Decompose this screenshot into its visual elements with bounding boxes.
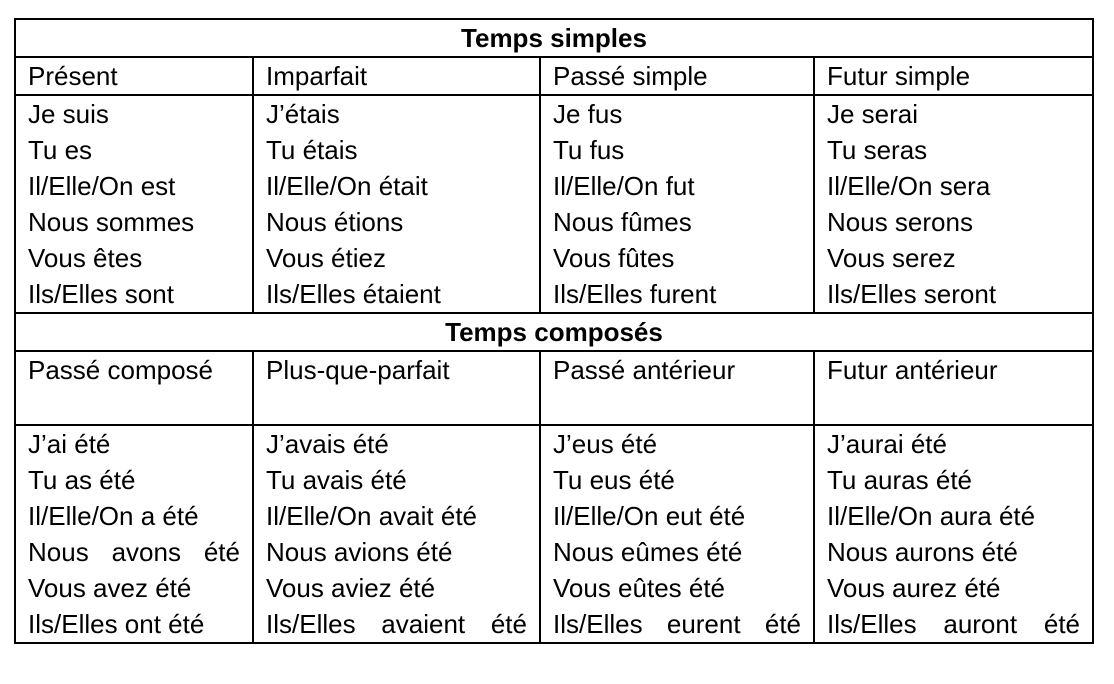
conjugated-form: Tu seras xyxy=(827,135,928,165)
conjugated-form: Tu auras été xyxy=(827,465,973,495)
conjugated-form: Il/Elle/On sera xyxy=(827,171,991,201)
conjugated-form: Ils/Elles avaient été xyxy=(266,609,527,639)
conjugated-form: Nous serons xyxy=(827,207,973,237)
section-row-simple xyxy=(15,19,1093,57)
tense-header: Imparfait xyxy=(253,57,540,95)
conjugated-form: Vous fûtes xyxy=(553,243,675,273)
forms-cell xyxy=(15,95,253,313)
conjugated-form: Nous aurons été xyxy=(827,537,1018,567)
forms-cell xyxy=(540,95,814,313)
conjugated-form: Je suis xyxy=(28,99,109,129)
conjugated-form: Vous êtes xyxy=(28,243,143,273)
conjugated-form: Ils/Elles furent xyxy=(553,279,717,309)
forms-cell xyxy=(814,425,1093,643)
section-title-compound: Temps composés xyxy=(15,313,1093,351)
section-title-simple: Temps simples xyxy=(15,19,1093,57)
forms-row-compound xyxy=(15,425,1093,643)
conjugated-form: Vous serez xyxy=(827,243,956,273)
conjugated-form: Tu fus xyxy=(553,135,625,165)
conjugated-form: Ils/Elles seront xyxy=(827,279,997,309)
conjugation-table xyxy=(14,18,1094,644)
conjugated-form: J’étais xyxy=(266,99,340,129)
tense-header: Plus-que-parfait xyxy=(253,351,540,425)
tense-header: Futur antérieur xyxy=(814,351,1093,425)
tense-header: Futur simple xyxy=(814,57,1093,95)
section-row-compound xyxy=(15,313,1093,351)
conjugated-form: Il/Elle/On a été xyxy=(28,501,199,531)
forms-cell xyxy=(253,425,540,643)
conjugated-form: Ils/Elles sont xyxy=(28,279,174,309)
conjugated-form: Nous avions été xyxy=(266,537,453,567)
forms-cell xyxy=(540,425,814,643)
conjugated-form: Ils/Elles ont été xyxy=(28,609,205,639)
conjugated-form: Nous étions xyxy=(266,207,404,237)
conjugated-form: Il/Elle/On avait été xyxy=(266,501,477,531)
conjugated-form: Il/Elle/On eut été xyxy=(553,501,746,531)
conjugated-form: Tu as été xyxy=(28,465,136,495)
conjugated-form: Nous eûmes été xyxy=(553,537,743,567)
conjugated-form: Je serai xyxy=(827,99,919,129)
conjugated-form: Vous eûtes été xyxy=(553,573,726,603)
conjugated-form: J’aurai été xyxy=(827,429,947,459)
conjugated-form: Vous aurez été xyxy=(827,573,1001,603)
conjugated-form: Tu es xyxy=(28,135,93,165)
conjugated-form: Vous aviez été xyxy=(266,573,436,603)
conjugated-form: Il/Elle/On aura été xyxy=(827,501,1036,531)
conjugated-form: Il/Elle/On était xyxy=(266,171,428,201)
conjugated-form: Tu avais été xyxy=(266,465,407,495)
conjugated-form: Il/Elle/On est xyxy=(28,171,176,201)
conjugated-form: Nous fûmes xyxy=(553,207,692,237)
forms-cell xyxy=(253,95,540,313)
forms-row-simple xyxy=(15,95,1093,313)
conjugated-form: Tu eus été xyxy=(553,465,675,495)
conjugated-form: Ils/Elles eurent été xyxy=(553,609,801,639)
conjugated-form: Vous étiez xyxy=(266,243,386,273)
forms-cell xyxy=(814,95,1093,313)
header-row-compound xyxy=(15,351,1093,425)
tense-header: Présent xyxy=(15,57,253,95)
conjugated-form: J’avais été xyxy=(266,429,389,459)
tense-header: Passé antérieur xyxy=(540,351,814,425)
conjugated-form: J’ai été xyxy=(28,429,111,459)
conjugated-form: Ils/Elles étaient xyxy=(266,279,441,309)
conjugated-form: Nous sommes xyxy=(28,207,195,237)
conjugated-form: Ils/Elles auront été xyxy=(827,609,1080,639)
conjugated-form: Je fus xyxy=(553,99,623,129)
tense-header: Passé simple xyxy=(540,57,814,95)
header-row-simple xyxy=(15,57,1093,95)
conjugated-form: J’eus été xyxy=(553,429,658,459)
forms-cell xyxy=(15,425,253,643)
conjugated-form: Vous avez été xyxy=(28,573,192,603)
conjugated-form: Il/Elle/On fut xyxy=(553,171,695,201)
tense-header: Passé composé xyxy=(15,351,253,425)
conjugated-form: Nous avons été xyxy=(28,537,240,567)
conjugated-form: Tu étais xyxy=(266,135,358,165)
